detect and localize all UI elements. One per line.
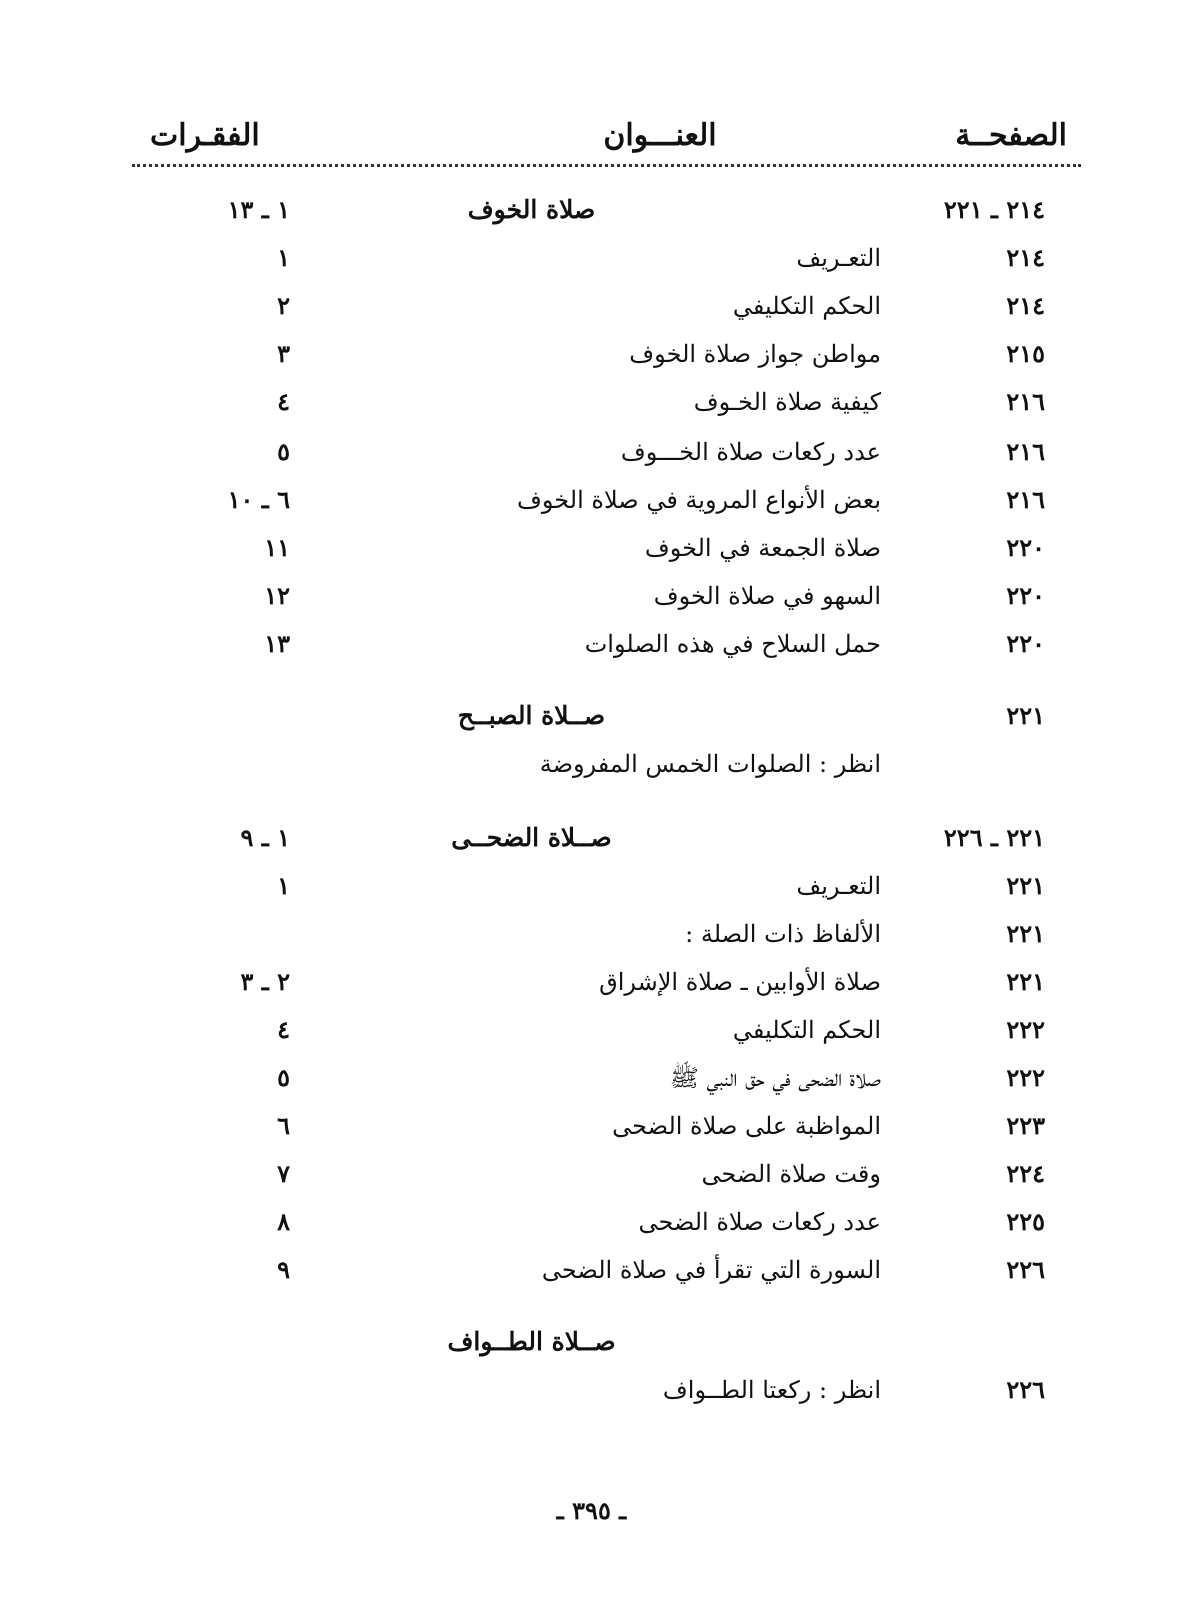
entry-paragraphs: ٢ ـ ٣ bbox=[240, 967, 290, 996]
header-page-label: الصفحــة bbox=[955, 118, 1067, 153]
index-entry-row bbox=[0, 238, 1183, 282]
index-entry-row bbox=[0, 432, 1183, 476]
entry-page-number: ٢١٤ ـ ٢٢١ bbox=[943, 195, 1045, 224]
header-dotted-rule bbox=[132, 164, 1081, 167]
index-entry-row bbox=[0, 914, 1183, 958]
entry-title: الحكم التكليفي bbox=[732, 1016, 881, 1044]
index-entry-row bbox=[0, 528, 1183, 572]
entry-title: صلاة الأوابين ـ صلاة الإشراق bbox=[599, 968, 881, 996]
entry-page-number: ٢٢١ bbox=[1006, 701, 1045, 730]
index-entry-row bbox=[0, 962, 1183, 1006]
entry-title: التعـريف bbox=[796, 872, 881, 900]
entry-paragraphs: ١ bbox=[277, 243, 290, 272]
section-heading: صــلاة الضحــى bbox=[451, 823, 612, 852]
index-entry-row bbox=[0, 1010, 1183, 1054]
section-heading: صــلاة الطــواف bbox=[447, 1327, 616, 1356]
index-entry-row bbox=[0, 624, 1183, 668]
entry-title: كيفية صلاة الخـوف bbox=[693, 388, 881, 416]
entry-page-number: ٢٢٦ bbox=[1006, 1375, 1045, 1404]
entry-paragraphs: ١١ bbox=[264, 533, 290, 562]
entry-paragraphs: ٦ bbox=[277, 1111, 290, 1140]
section-heading: صلاة الخوف bbox=[467, 195, 596, 224]
entry-title: حمل السلاح في هذه الصلوات bbox=[584, 630, 881, 658]
entry-page-number: ٢١٦ bbox=[1006, 387, 1045, 416]
entry-page-number: ٢١٤ bbox=[1006, 291, 1045, 320]
index-entry-row bbox=[0, 744, 1183, 788]
entry-page-number: ٢٢٠ bbox=[1006, 533, 1045, 562]
entry-title: السهو في صلاة الخوف bbox=[653, 582, 881, 610]
index-entry-row bbox=[0, 480, 1183, 524]
entry-page-number: ٢٢٠ bbox=[1006, 629, 1045, 658]
entry-title: صلاة الضحى في حق النبي ﷺ bbox=[669, 1064, 881, 1092]
index-entry-row bbox=[0, 1154, 1183, 1198]
entry-paragraphs: ٢ bbox=[277, 291, 290, 320]
entry-paragraphs: ١٢ bbox=[264, 581, 290, 610]
entry-page-number: ٢٢١ bbox=[1006, 919, 1045, 948]
entry-paragraphs: ٣ bbox=[277, 339, 290, 368]
entry-title: الألفاظ ذات الصلة : bbox=[685, 920, 881, 948]
index-entry-row bbox=[0, 576, 1183, 620]
entry-paragraphs: ٧ bbox=[277, 1159, 290, 1188]
index-section-heading-row bbox=[0, 190, 1183, 234]
entry-title: بعض الأنواع المروية في صلاة الخوف bbox=[517, 486, 881, 514]
entry-paragraphs: ١ ـ ٩ bbox=[240, 823, 290, 852]
index-entry-row bbox=[0, 286, 1183, 330]
entry-page-number: ٢٢٤ bbox=[1006, 1159, 1045, 1188]
entry-title: انظر : ركعتا الطــواف bbox=[662, 1376, 881, 1404]
entry-title: الحكم التكليفي bbox=[732, 292, 881, 320]
entry-page-number: ٢٢٦ bbox=[1006, 1255, 1045, 1284]
entry-paragraphs: ٦ ـ ١٠ bbox=[227, 485, 290, 514]
entry-page-number: ٢١٥ bbox=[1006, 339, 1045, 368]
index-entry-row bbox=[0, 1058, 1183, 1102]
entry-paragraphs: ٨ bbox=[277, 1207, 290, 1236]
entry-page-number: ٢١٦ bbox=[1006, 437, 1045, 466]
entry-title: عدد ركعات صلاة الضحى bbox=[638, 1208, 881, 1236]
entry-title: انظر : الصلوات الخمس المفروضة bbox=[539, 750, 881, 778]
entry-paragraphs: ١ ـ ١٣ bbox=[227, 195, 290, 224]
index-entry-row bbox=[0, 1106, 1183, 1150]
entry-title: عدد ركعات صلاة الخـــوف bbox=[620, 438, 881, 466]
index-entry-row bbox=[0, 866, 1183, 910]
section-heading: صــلاة الصبــح bbox=[457, 701, 606, 730]
page-number: ـ ٣٩٥ ـ bbox=[556, 1496, 627, 1525]
entry-page-number: ٢٢٢ bbox=[1006, 1015, 1045, 1044]
entry-page-number: ٢٢٢ bbox=[1006, 1063, 1045, 1092]
entry-paragraphs: ١ bbox=[277, 871, 290, 900]
entry-title: صلاة الجمعة في الخوف bbox=[644, 534, 881, 562]
entry-title: المواظبة على صلاة الضحى bbox=[612, 1112, 881, 1140]
entry-paragraphs: ٥ bbox=[277, 437, 290, 466]
entry-page-number: ٢١٤ bbox=[1006, 243, 1045, 272]
entry-page-number: ٢٢٣ bbox=[1006, 1111, 1045, 1140]
header-paragraphs-label: الفقـرات bbox=[150, 118, 260, 153]
entry-title: السورة التي تقرأ في صلاة الضحى bbox=[541, 1256, 881, 1284]
index-entry-row bbox=[0, 334, 1183, 378]
index-entry-row bbox=[0, 382, 1183, 426]
index-entry-row bbox=[0, 1202, 1183, 1246]
index-section-heading-row bbox=[0, 1322, 1183, 1366]
entry-page-number: ٢٢١ bbox=[1006, 967, 1045, 996]
index-entry-row bbox=[0, 1250, 1183, 1294]
entry-paragraphs: ١٣ bbox=[264, 629, 290, 658]
entry-paragraphs: ٤ bbox=[277, 1015, 290, 1044]
entry-page-number: ٢٢٥ bbox=[1006, 1207, 1045, 1236]
entry-page-number: ٢٢٠ bbox=[1006, 581, 1045, 610]
index-entry-row bbox=[0, 1370, 1183, 1414]
entry-paragraphs: ٥ bbox=[277, 1063, 290, 1092]
entry-title: التعـريف bbox=[796, 244, 881, 272]
entry-page-number: ٢٢١ ـ ٢٢٦ bbox=[943, 823, 1045, 852]
entry-paragraphs: ٩ bbox=[277, 1255, 290, 1284]
index-section-heading-row bbox=[0, 818, 1183, 862]
index-section-heading-row bbox=[0, 696, 1183, 740]
entry-title: مواطن جواز صلاة الخوف bbox=[629, 340, 881, 368]
header-title-label: العنـــوان bbox=[603, 118, 717, 153]
entry-page-number: ٢١٦ bbox=[1006, 485, 1045, 514]
entry-title: وقت صلاة الضحى bbox=[701, 1160, 881, 1188]
entry-paragraphs: ٤ bbox=[277, 387, 290, 416]
entry-page-number: ٢٢١ bbox=[1006, 871, 1045, 900]
